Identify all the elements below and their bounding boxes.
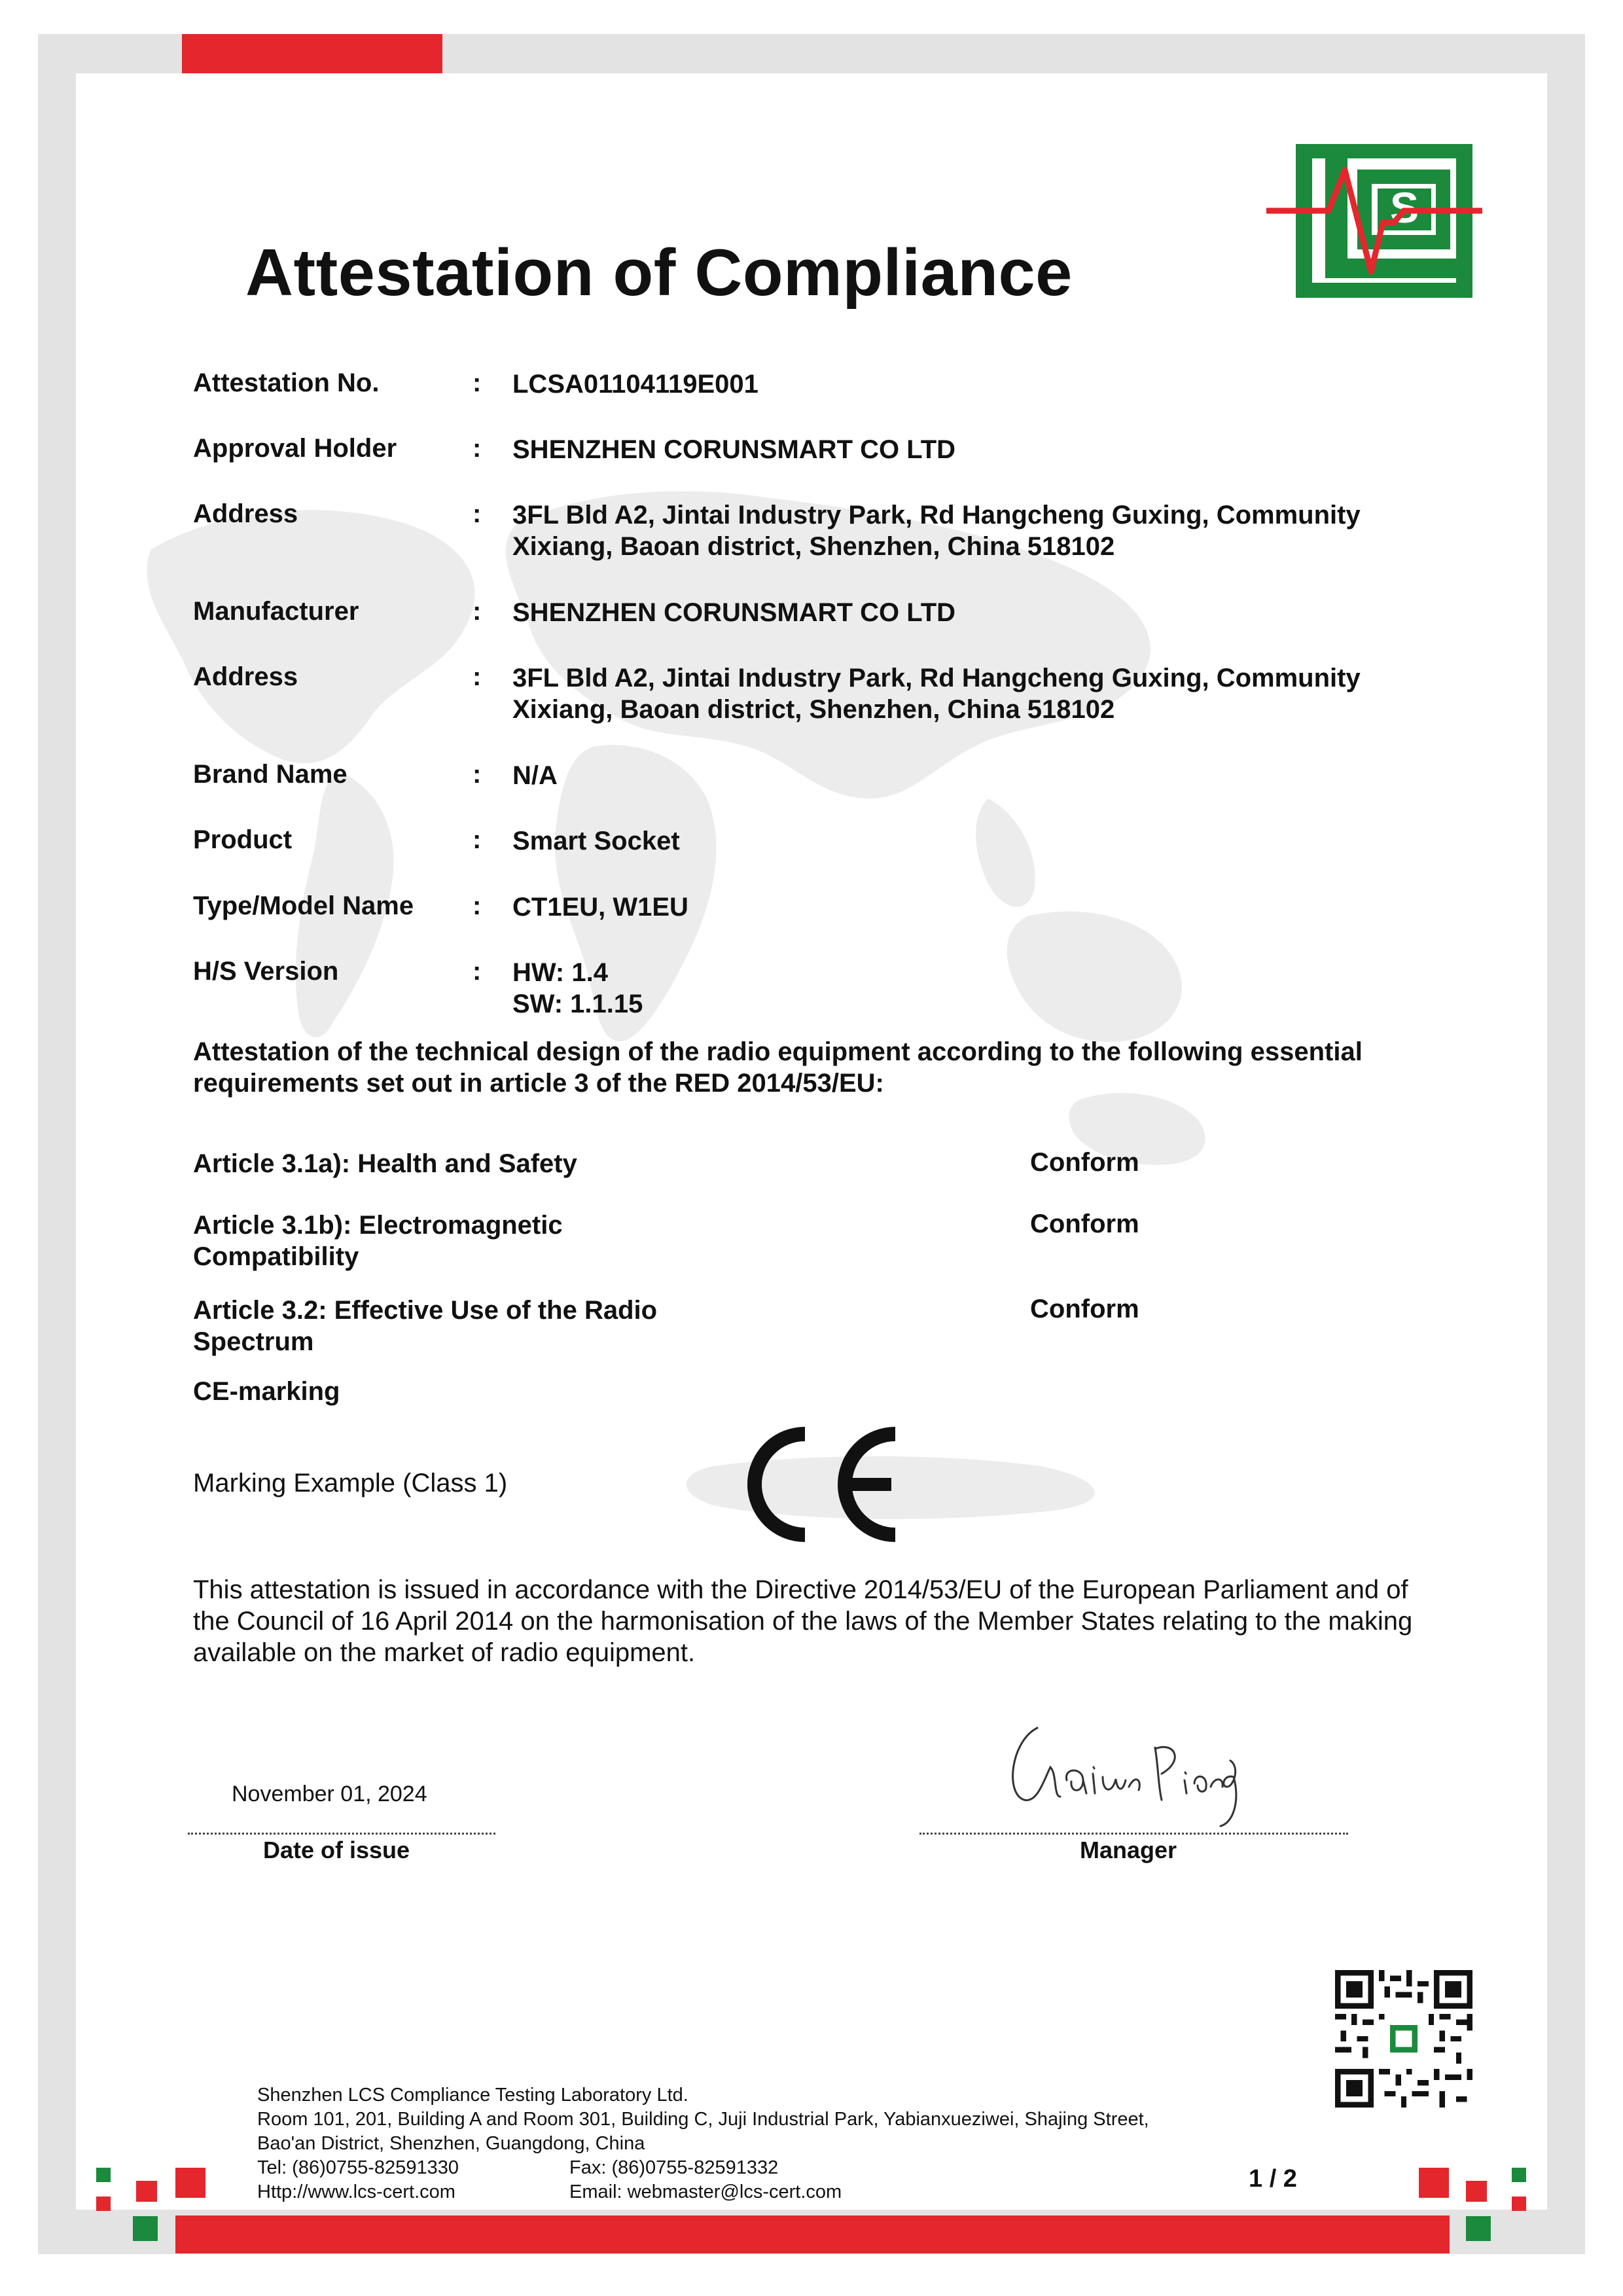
value-line: CT1EU, W1EU [512, 893, 688, 922]
value-line: Xixiang, Baoan district, Shenzhen, China 518102 [512, 695, 1115, 724]
value-line: SHENZHEN CORUNSMART CO LTD [512, 435, 956, 464]
deco-square [1419, 2168, 1449, 2198]
article-label: Article 3.2: Effective Use of the Radio Spectrum [193, 1296, 658, 1356]
field-colon: : [473, 597, 482, 626]
manager-signature [998, 1702, 1260, 1833]
field-value [512, 597, 955, 628]
top-red-bar [182, 34, 442, 73]
field-colon: : [473, 957, 482, 986]
date-signature-line [188, 1833, 495, 1835]
field-colon: : [473, 825, 482, 854]
field-label: Type/Model Name [193, 891, 414, 920]
requirements-intro: Attestation of the technical design of the radio equipment according to the following essential requirements set out in article 3 of the RED 2014/53/EU: [193, 1037, 1363, 1098]
field-label: Address [193, 662, 298, 691]
field-label: Brand Name [193, 760, 348, 789]
lab-email[interactable]: Email: webmaster@lcs-cert.com [569, 2181, 842, 2202]
page-title: Attestation of Compliance [245, 236, 1073, 310]
field-value [512, 825, 680, 857]
field-label: Product [193, 825, 293, 854]
bottom-red-bar [175, 2215, 1450, 2253]
value-line: Xixiang, Baoan district, Shenzhen, China 518102 [512, 532, 1115, 561]
compliance-statement: This attestation is issued in accordance with the Directive 2014/53/EU of the European Parliament and of the Council of 16 April 2014 on the harmonisation of the laws of the Member States relating to the making available on the market of radio equipment. [193, 1575, 1413, 1667]
page-number: 1 / 2 [1249, 2165, 1297, 2193]
lab-tel: Tel: (86)0755-82591330 [257, 2157, 459, 2178]
field-value [512, 434, 955, 465]
value-line: LCSA01104119E001 [512, 370, 758, 399]
deco-square [1466, 2216, 1491, 2241]
lab-phone-row [257, 2156, 1265, 2180]
lab-address: Room 101, 201, Building A and Room 301, Building C, Juji Industrial Park, Yabianxueziwei, Shajing Street, [257, 2109, 1149, 2130]
svg-text:S: S [1389, 183, 1419, 232]
deco-square [96, 2168, 111, 2182]
issue-date: November 01, 2024 [232, 1782, 427, 1806]
field-value [512, 957, 643, 1020]
field-colon: : [473, 499, 482, 528]
field-value [512, 662, 1361, 725]
deco-square [96, 2197, 111, 2211]
field-label: Approval Holder [193, 434, 397, 463]
field-label: Attestation No. [193, 368, 380, 397]
field-value [512, 891, 688, 923]
value-line: SW: 1.1.15 [512, 990, 643, 1018]
deco-square [133, 2216, 158, 2241]
value-line: 3FL Bld A2, Jintai Industry Park, Rd Hangcheng Guxing, Community [512, 664, 1361, 692]
field-colon: : [473, 368, 482, 397]
ce-mark-icon [740, 1424, 900, 1545]
field-label: Address [193, 499, 298, 528]
manager-caption: Manager [1080, 1837, 1177, 1863]
lcs-logo [1266, 131, 1482, 308]
lab-web-row [257, 2180, 1265, 2204]
field-value [512, 499, 1361, 562]
deco-square [136, 2181, 157, 2202]
lab-address-line2: Bao'an District, Shenzhen, Guangdong, China [257, 2133, 645, 2154]
field-colon: : [473, 760, 482, 789]
deco-square [1466, 2181, 1487, 2202]
lab-fax: Fax: (86)0755-82591332 [569, 2157, 779, 2178]
field-colon: : [473, 434, 482, 463]
value-line: Smart Socket [512, 827, 680, 855]
manager-signature-line [919, 1833, 1348, 1835]
value-line: N/A [512, 761, 558, 790]
field-colon: : [473, 662, 482, 691]
lab-contact-block [257, 2083, 1265, 2204]
article-label: Article 3.1a): Health and Safety [193, 1149, 577, 1178]
article-status: Conform [1030, 1210, 1139, 1238]
value-line: HW: 1.4 [512, 958, 608, 987]
deco-square [1512, 2197, 1526, 2211]
qr-code [1335, 1970, 1472, 2108]
ce-marking-heading: CE-marking [193, 1377, 340, 1406]
field-value [512, 368, 758, 400]
value-line: SHENZHEN CORUNSMART CO LTD [512, 598, 956, 627]
field-label: H/S Version [193, 957, 339, 986]
field-label: Manufacturer [193, 597, 359, 626]
deco-square [175, 2168, 205, 2198]
article-status: Conform [1030, 1148, 1139, 1177]
deco-square [1512, 2168, 1526, 2182]
field-colon: : [473, 891, 482, 920]
marking-example-label: Marking Example (Class 1) [193, 1469, 508, 1498]
lab-company-name: Shenzhen LCS Compliance Testing Laboratory Ltd. [257, 2085, 688, 2106]
field-value [512, 760, 558, 791]
date-caption: Date of issue [263, 1837, 410, 1863]
article-status: Conform [1030, 1295, 1139, 1323]
value-line: 3FL Bld A2, Jintai Industry Park, Rd Hangcheng Guxing, Community [512, 501, 1361, 529]
lab-website-link[interactable]: Http://www.lcs-cert.com [257, 2181, 455, 2202]
article-label: Article 3.1b): Electromagnetic Compatibility [193, 1211, 563, 1271]
